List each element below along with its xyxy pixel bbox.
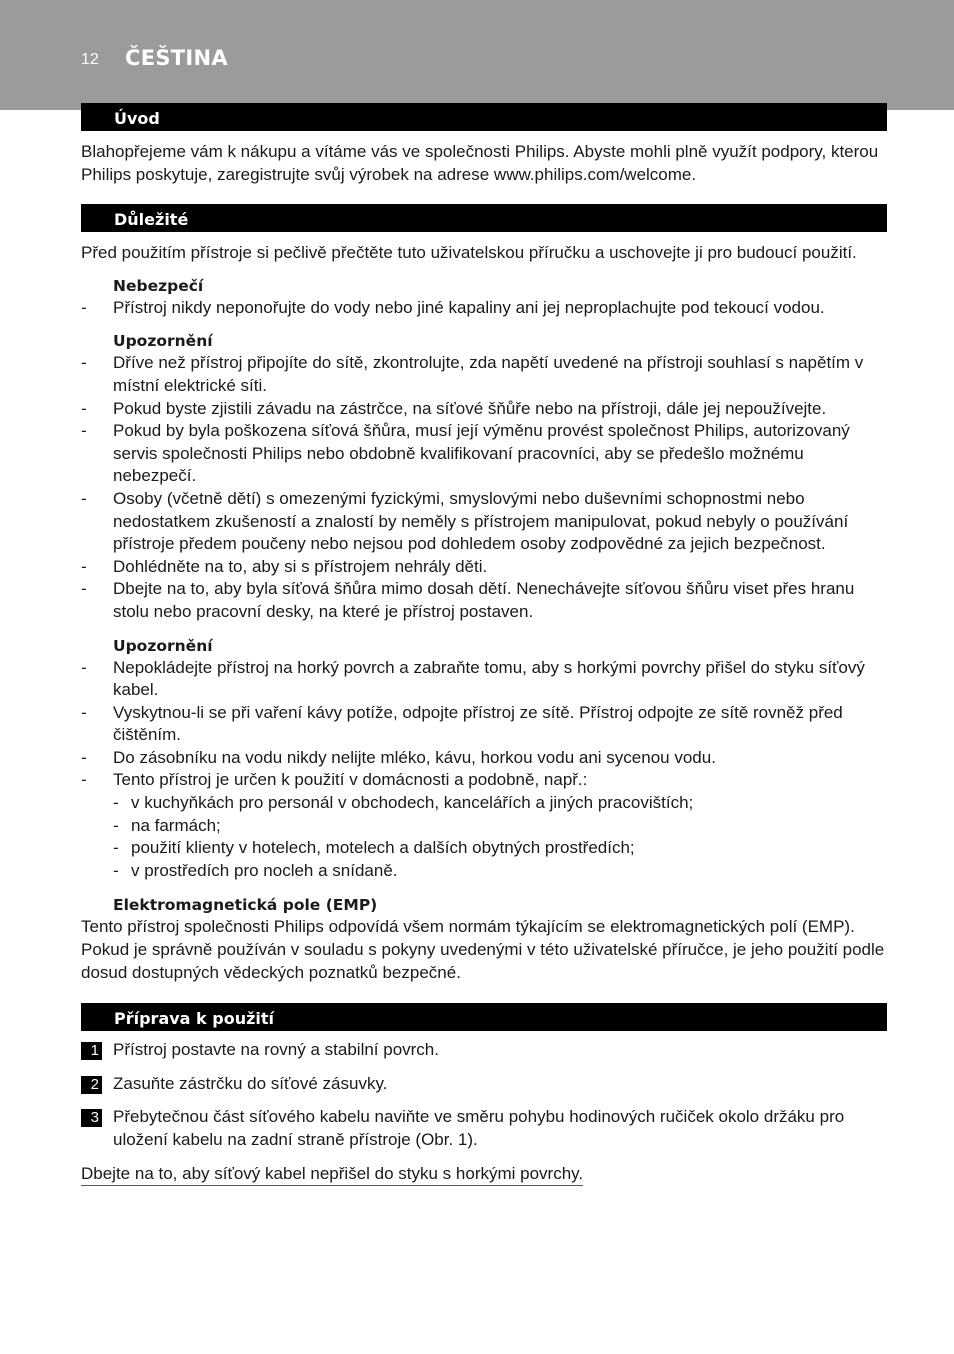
step-text: Zasuňte zástrčku do síťové zásuvky. xyxy=(113,1073,388,1093)
danger-heading: Nebezpečí xyxy=(113,276,204,295)
sub-list-item: - v prostředích pro nocleh a snídaně. xyxy=(81,860,887,883)
dash-bullet: - xyxy=(81,421,87,441)
sub-list-item: - v kuchyňkách pro personál v obchodech, kancelářích a jiných pracovištích; xyxy=(81,792,887,815)
hot-surface-note: Dbejte na to, aby síťový kabel nepřišel do styku s horkými povrchy. xyxy=(81,1163,583,1186)
list-item: - Přístroj nikdy neponořujte do vody nebo jiné kapaliny ani jej neproplachujte pod tekoucí vodou. xyxy=(81,297,887,320)
step-item xyxy=(81,1073,887,1096)
dash-bullet: - xyxy=(81,556,87,576)
caution-heading: Upozornění xyxy=(113,636,213,655)
dash-bullet: - xyxy=(81,770,87,790)
sub-list-item: - použití klienty v hotelech, motelech a dalších obytných prostředích; xyxy=(81,837,887,860)
important-intro: Před použitím přístroje si pečlivě přečtěte tuto uživatelskou příručku a uschovejte ji pro budoucí použití. xyxy=(81,243,857,263)
step-item xyxy=(81,1106,887,1151)
dash-bullet: - xyxy=(81,398,87,418)
list-item: - Osoby (včetně dětí) s omezenými fyzickými, smyslovými nebo duševními schopnostmi nebo nedostatkem zkušeností a znalostí by neměly s přístrojem manipulovat, pokud nebyly o používání přístroje předem poučeny nebo nejsou pod dohledem osoby zodpovědné za jejich bezpečnost. xyxy=(81,488,849,554)
emf-paragraph: Tento přístroj společnosti Philips odpovídá všem normám týkajícím se elektromagnetických polí (EMP). Pokud je správně používán v souladu s pokyny uvedenými v této uživatelské příručce, je jeho použití podle dosud dostupných vědeckých poznatků bezpečné. xyxy=(81,917,885,982)
dash-bullet: - xyxy=(81,353,87,373)
page-content xyxy=(81,103,887,1186)
page-number: 12 xyxy=(81,51,99,68)
dash-bullet: - xyxy=(113,838,119,858)
section-heading-preparation: Příprava k použití xyxy=(81,1003,887,1031)
step-number: 1 xyxy=(81,1042,102,1060)
emf-heading: Elektromagnetická pole (EMP) xyxy=(113,896,378,915)
step-number: 2 xyxy=(81,1076,102,1094)
section-heading-important: Důležité xyxy=(81,204,887,232)
dash-bullet: - xyxy=(113,860,119,880)
dash-bullet: - xyxy=(113,815,119,835)
list-item: - Dříve než přístroj připojíte do sítě, zkontrolujte, zda napětí uvedené na přístroji souhlasí s napětím v místní elektrické síti. xyxy=(81,353,864,395)
list-item: - Pokud byste zjistili závadu na zástrčce, na síťové šňůře nebo na přístroji, dále jej nepoužívejte. xyxy=(81,398,887,421)
intro-paragraph: Blahopřejeme vám k nákupu a vítáme vás ve společnosti Philips. Abyste mohli plně využít podpory, kterou Philips poskytuje, zaregistrujte svůj výrobek na adrese www.philips.com/welcome. xyxy=(81,142,879,184)
step-text: Přístroj postavte na rovný a stabilní povrch. xyxy=(113,1040,439,1060)
language-title: ČEŠTINA xyxy=(125,46,228,70)
dash-bullet: - xyxy=(113,793,119,813)
list-item: - Nepokládejte přístroj na horký povrch a zabraňte tomu, aby s horkými povrchy přišel do styku síťový kabel. xyxy=(81,657,865,700)
dash-bullet: - xyxy=(81,297,87,317)
dash-bullet: - xyxy=(81,657,87,677)
warning-heading: Upozornění xyxy=(113,332,213,351)
step-item xyxy=(81,1039,887,1062)
list-item: - Pokud by byla poškozena síťová šňůra, musí její výměnu provést společnost Philips, autorizovaný servis společnosti Philips nebo obdobně kvalifikovaní pracovníci, aby se předešlo možnému nebezpečí. xyxy=(81,421,850,486)
dash-bullet: - xyxy=(81,579,87,599)
list-item: - Dohlédněte na to, aby si s přístrojem nehrály děti. xyxy=(81,556,887,579)
note-row xyxy=(81,1163,887,1186)
list-item: - Dbejte na to, aby byla síťová šňůra mimo dosah dětí. Nenechávejte síťovou šňůru viset přes hranu stolu nebo pracovní desky, na které je přístroj postaven. xyxy=(81,579,855,621)
dash-bullet: - xyxy=(81,702,87,722)
header-band xyxy=(0,0,954,110)
section-heading-intro: Úvod xyxy=(81,103,887,131)
list-item: - Do zásobníku na vodu nikdy nelijte mléko, kávu, horkou vodu ani sycenou vodu. xyxy=(81,747,887,770)
dash-bullet: - xyxy=(81,747,87,767)
list-item: - Vyskytnou-li se při vaření kávy potíže, odpojte přístroj ze sítě. Přístroj odpojte ze sítě rovněž před čištěním. xyxy=(81,702,843,745)
dash-bullet: - xyxy=(81,488,87,508)
step-number: 3 xyxy=(81,1109,102,1127)
list-item: - Tento přístroj je určen k použití v domácnosti a podobně, např.: xyxy=(81,769,887,792)
step-text: Přebytečnou část síťového kabelu naviňte ve směru pohybu hodinových ručiček okolo držáku pro uložení kabelu na zadní straně přístroje (Obr. 1). xyxy=(113,1107,845,1149)
sub-list-item: - na farmách; xyxy=(81,815,887,838)
